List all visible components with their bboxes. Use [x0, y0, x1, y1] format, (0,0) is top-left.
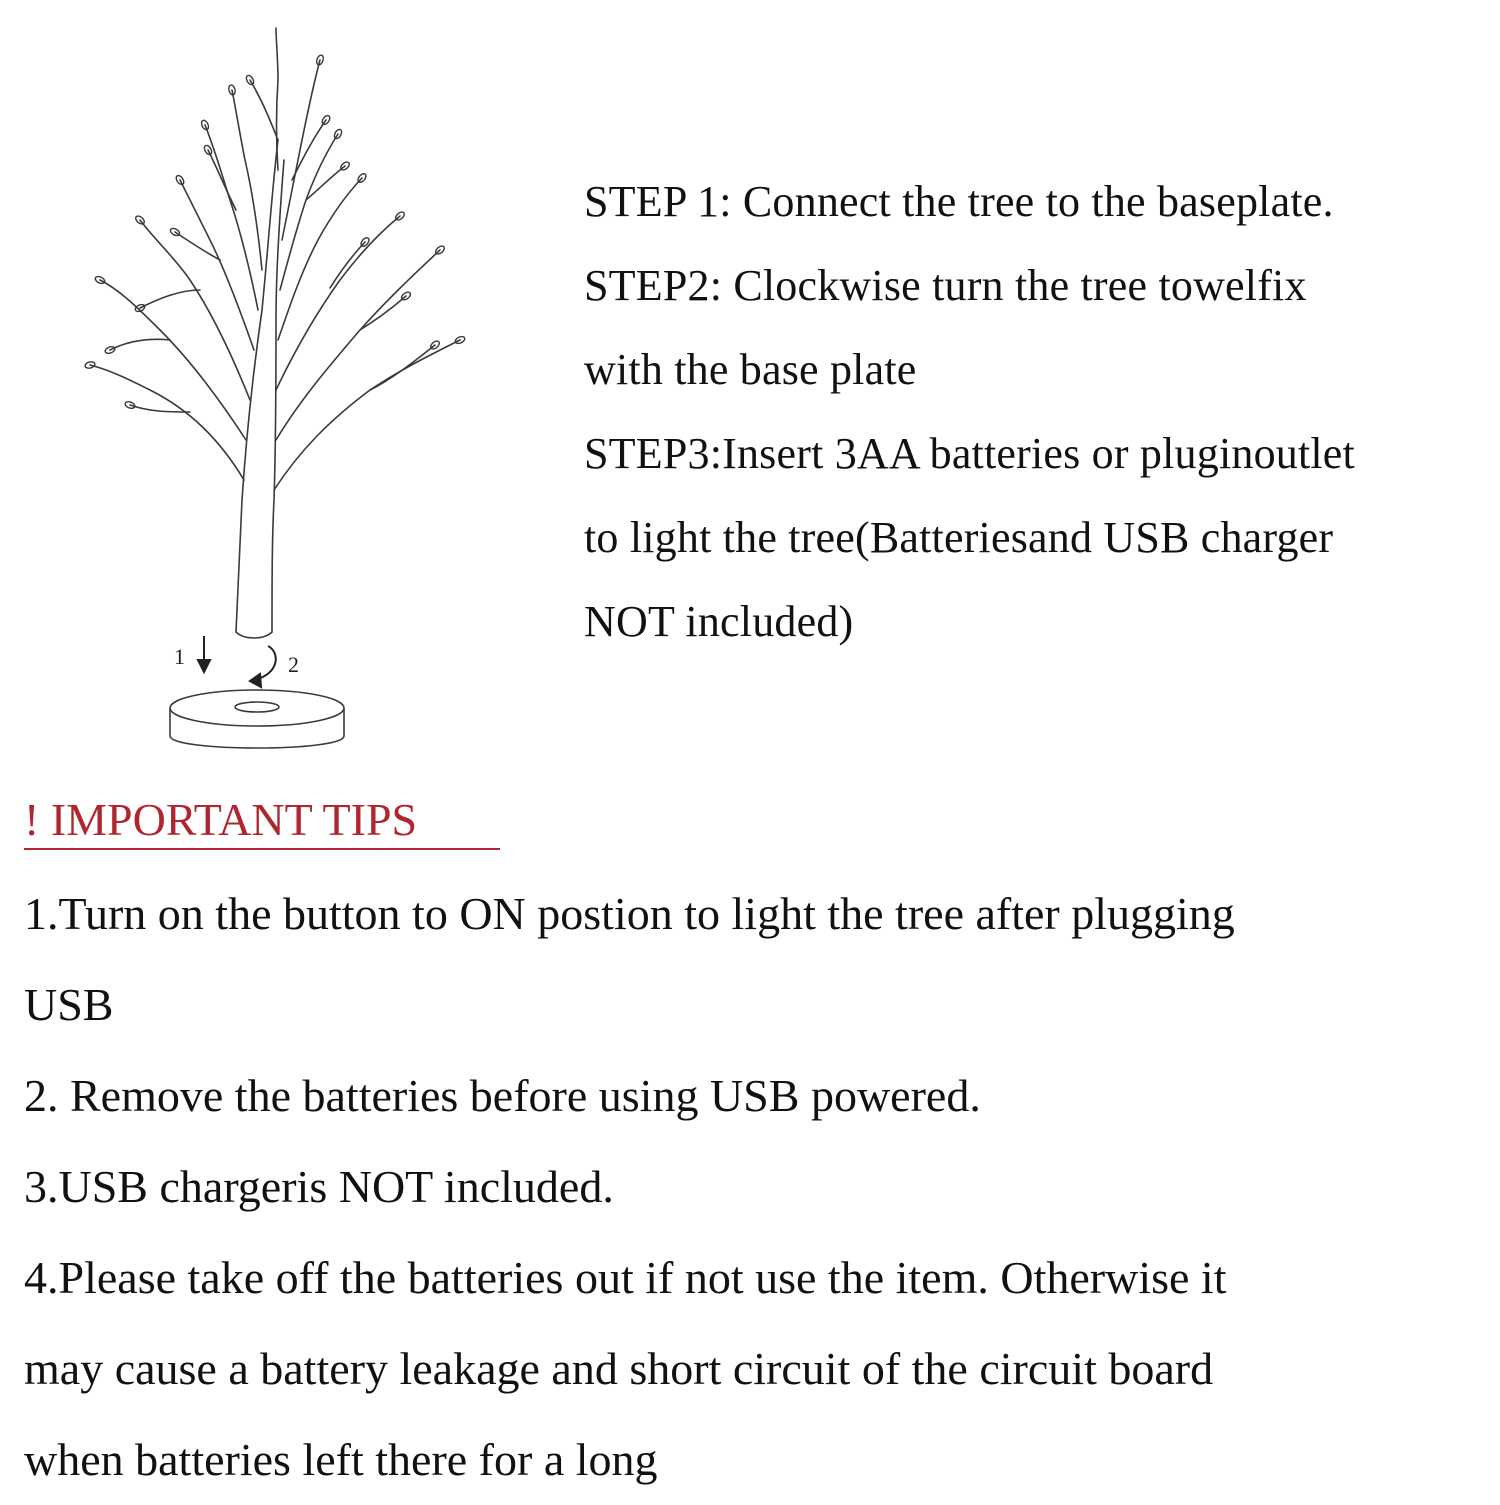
clockwise-arrow-icon — [250, 646, 276, 687]
step-line: with the base plate — [584, 345, 917, 394]
important-tips-list — [24, 868, 1494, 1505]
step-line: NOT included) — [584, 597, 854, 646]
base-plate-icon — [170, 690, 344, 748]
tip-line: 2. Remove the batteries before using USB powered. — [24, 1070, 981, 1121]
tip-line: 1.Turn on the button to ON postion to light the tree after plugging — [24, 888, 1235, 939]
tree-assembly-illustration — [40, 20, 500, 760]
step-line: STEP2: Clockwise turn the tree towelfix — [584, 261, 1307, 310]
step-line: to light the tree(Batteriesand USB charger — [584, 513, 1334, 562]
assembly-steps — [584, 160, 1484, 664]
down-arrow-icon — [198, 636, 210, 672]
heading-underline — [24, 848, 500, 850]
tip-line: 3.USB chargeris NOT included. — [24, 1161, 614, 1212]
step-line: STEP3:Insert 3AA batteries or pluginoutlet — [584, 429, 1355, 478]
step-line: STEP 1: Connect the tree to the baseplate. — [584, 177, 1334, 226]
tree-icon — [84, 28, 465, 638]
tip-line: 4.Please take off the batteries out if not use the item. Otherwise it — [24, 1252, 1227, 1303]
tip-line: USB — [24, 979, 114, 1030]
important-tips-heading: ! IMPORTANT TIPS — [24, 794, 418, 845]
step-marker-2: 2 — [288, 652, 299, 677]
step-marker-1: 1 — [174, 644, 185, 669]
tip-line: when batteries left there for a long — [24, 1434, 658, 1485]
tip-line: may cause a battery leakage and short circuit of the circuit board — [24, 1343, 1214, 1394]
